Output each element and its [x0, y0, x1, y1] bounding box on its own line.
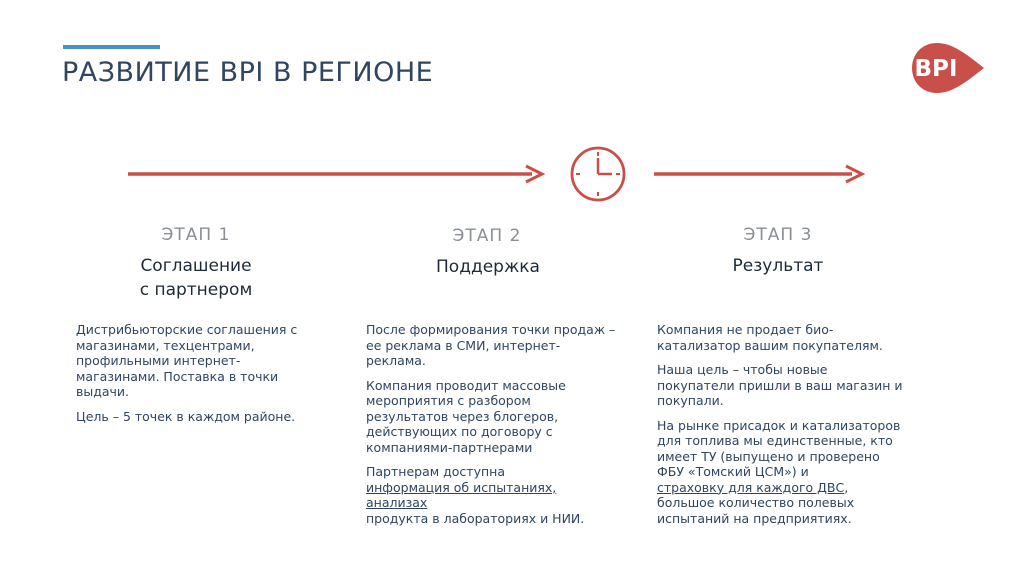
clock-icon — [569, 145, 627, 203]
stage-3-name — [658, 254, 898, 278]
stage-1-desc-1: Дистрибьюторские соглашения с магазинами, техцентрами, профильными интернет-магазинами. Поставка в точки выдачи. — [76, 322, 298, 399]
logo-text: BPI — [914, 56, 958, 82]
stage-3-name-line-1: Результат — [732, 256, 824, 276]
stage-1-name-line-1: Соглашение — [140, 256, 252, 276]
stage-3-desc-2: Наша цель – чтобы новые покупатели пришли в ваш магазин и покупали. — [657, 362, 903, 408]
stage-2-desc-1: После формирования точки продаж – ее реклама в СМИ, интернет-реклама. — [366, 322, 616, 368]
stage-1-name — [76, 254, 316, 302]
stage-3-desc-3-suffix: , большое количество полевых испытаний на предприятиях. — [657, 479, 855, 526]
stage-2-number: ЭТАП 2 — [452, 226, 522, 246]
timeline-arrow-left — [126, 164, 546, 184]
stage-1-number: ЭТАП 1 — [161, 225, 231, 245]
stage-2-desc-3 — [366, 464, 616, 526]
stage-3-desc-1: Компания не продает био-катализатор вашим покупателям. — [657, 322, 883, 353]
stage-2-desc-3-prefix: Партнерам доступна — [366, 464, 505, 479]
title-accent-bar — [63, 45, 160, 49]
timeline-arrow-right — [652, 164, 866, 184]
stage-2-description — [366, 322, 616, 535]
insurance-link[interactable]: страховку для каждого ДВС — [657, 479, 845, 495]
stage-3-desc-3 — [657, 418, 907, 527]
stage-2-desc-3-suffix: продукта в лабораториях и НИИ. — [366, 510, 585, 526]
stage-3-number: ЭТАП 3 — [743, 225, 813, 245]
stage-2-desc-2: Компания проводит массовые мероприятия с разбором результатов через блогеров, действующих по договору с компаниями-партнерами — [366, 377, 566, 455]
stage-1-description — [76, 322, 316, 433]
stage-1-desc-2: Цель – 5 точек в каждом районе. — [76, 408, 296, 424]
stage-1-name-line-2: с партнером — [139, 280, 253, 300]
bpi-logo — [910, 41, 986, 95]
stage-3-desc-3-prefix: На рынке присадок и катализаторов для топлива мы единственные, кто имеет ТУ (выпущено и проверено ФБУ «Томский ЦСМ») и — [657, 417, 901, 479]
test-results-link[interactable]: информация об испытаниях, анализах — [366, 479, 557, 510]
stage-2-name-line-1: Поддержка — [436, 257, 540, 277]
stage-2-name — [368, 255, 608, 279]
stage-3-description — [657, 322, 907, 535]
slide-title: РАЗВИТИЕ ВPI В РЕГИОНЕ — [62, 57, 434, 88]
